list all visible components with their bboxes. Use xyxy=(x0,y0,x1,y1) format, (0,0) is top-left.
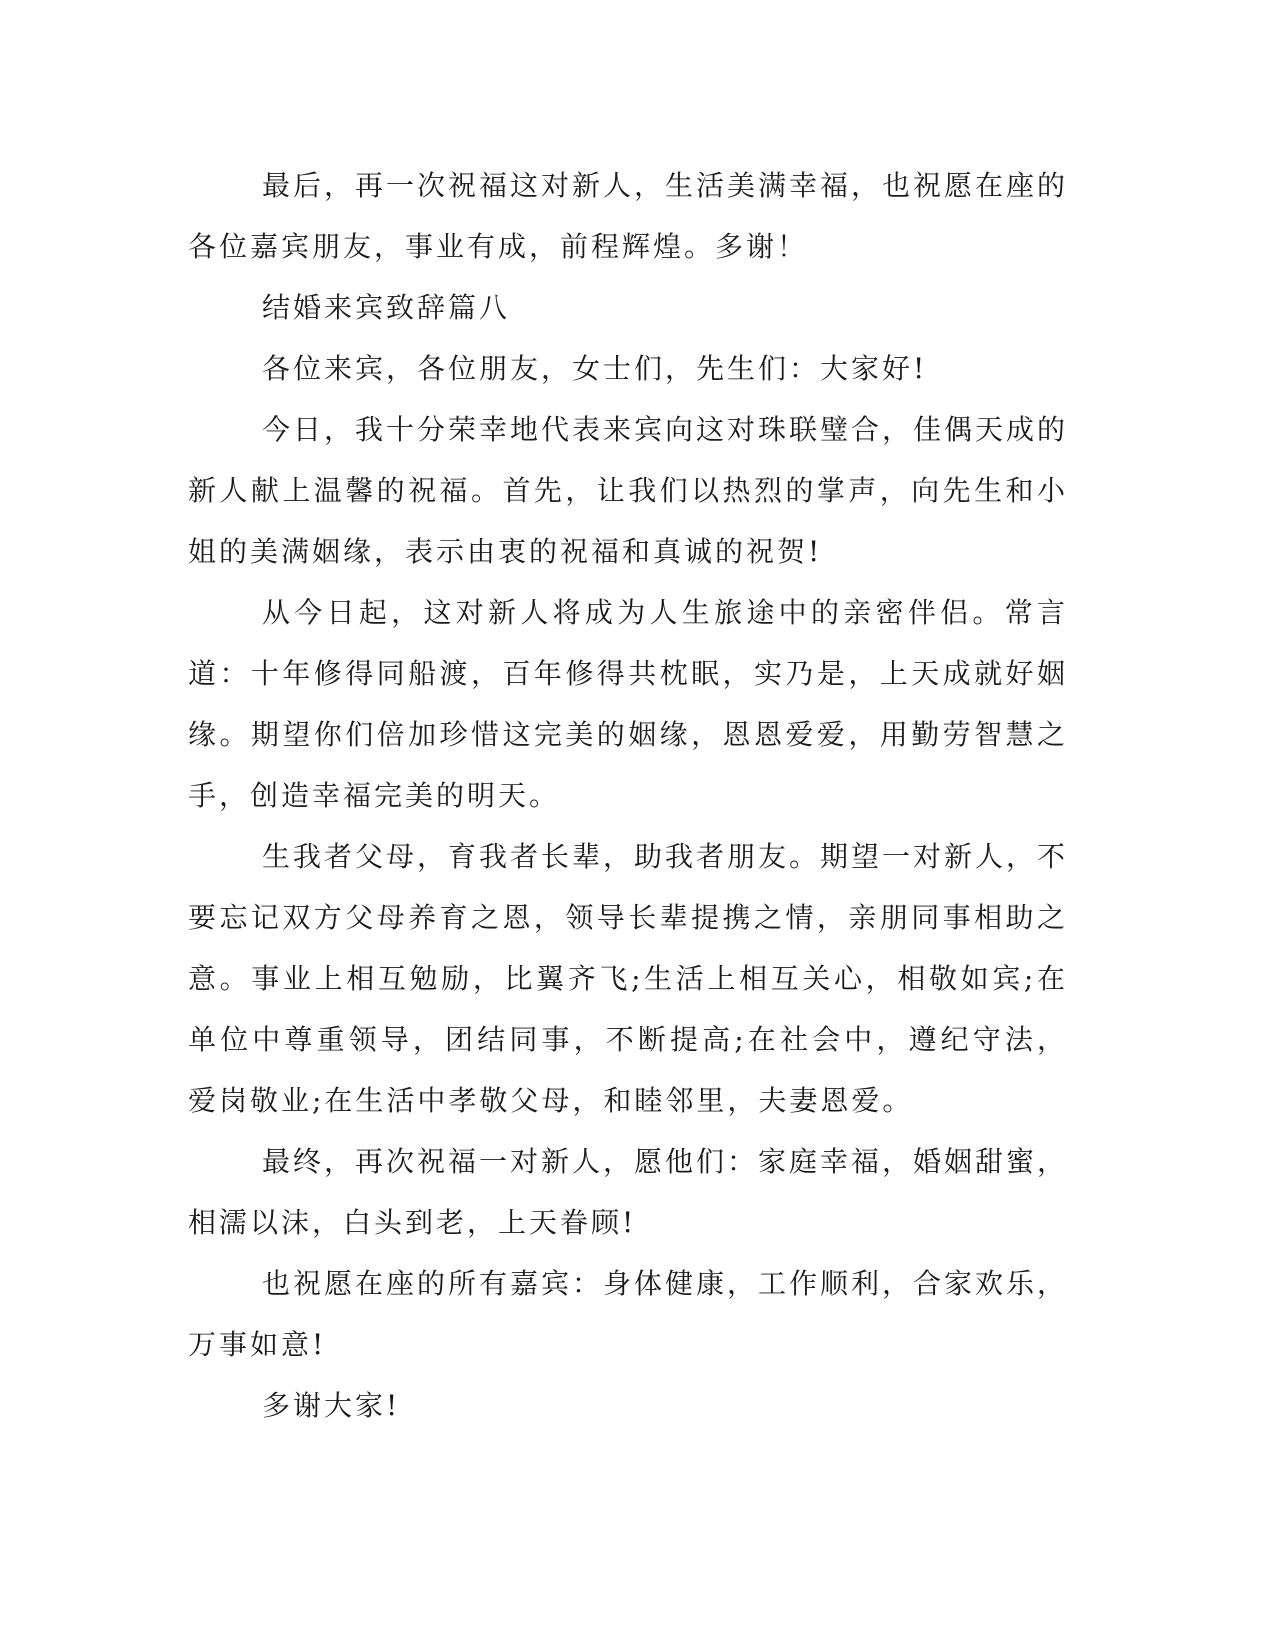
thanks-paragraph: 多谢大家! xyxy=(262,1389,401,1422)
guests-wish-paragraph: 也祝愿在座的所有嘉宾：身体健康，工作顺利，合家欢乐，万事如意! xyxy=(188,1267,1069,1361)
companions-paragraph: 从今日起，这对新人将成为人生旅途中的亲密伴侣。常言道：十年修得同船渡，百年修得共枕眠，实乃是，上天成就好姻缘。期望你们倍加珍惜这完美的姻缘，恩恩爱爱，用勤劳智慧之手，创造幸福完美的明天。 xyxy=(188,596,1068,812)
final-wish-paragraph: 最终，再次祝福一对新人，愿他们：家庭幸福，婚姻甜蜜，相濡以沫，白头到老，上天眷顾! xyxy=(188,1145,1069,1239)
closing-blessing-paragraph: 最后，再一次祝福这对新人，生活美满幸福，也祝愿在座的各位嘉宾朋友，事业有成，前程辉煌。多谢！ xyxy=(188,169,1069,263)
document-body xyxy=(188,155,1068,1436)
advice-paragraph: 生我者父母，育我者长辈，助我者朋友。期望一对新人，不要忘记双方父母养育之恩，领导长辈提携之情，亲朋同事相助之意。事业上相互勉励，比翼齐飞;生活上相互关心，相敬如宾;在单位中尊重领导，团结同事，不断提高;在社会中，遵纪守法，爱岗敬业;在生活中孝敬父母，和睦邻里，夫妻恩爱。 xyxy=(188,840,1069,1117)
blessing-paragraph: 今日，我十分荣幸地代表来宾向这对珠联璧合，佳偶天成的新人献上温馨的祝福。首先，让我们以热烈的掌声，向先生和小姐的美满姻缘，表示由衷的祝福和真诚的祝贺! xyxy=(188,413,1069,568)
section-heading: 结婚来宾致辞篇八 xyxy=(262,291,511,324)
greeting-paragraph: 各位来宾，各位朋友，女士们，先生们：大家好! xyxy=(262,352,928,385)
